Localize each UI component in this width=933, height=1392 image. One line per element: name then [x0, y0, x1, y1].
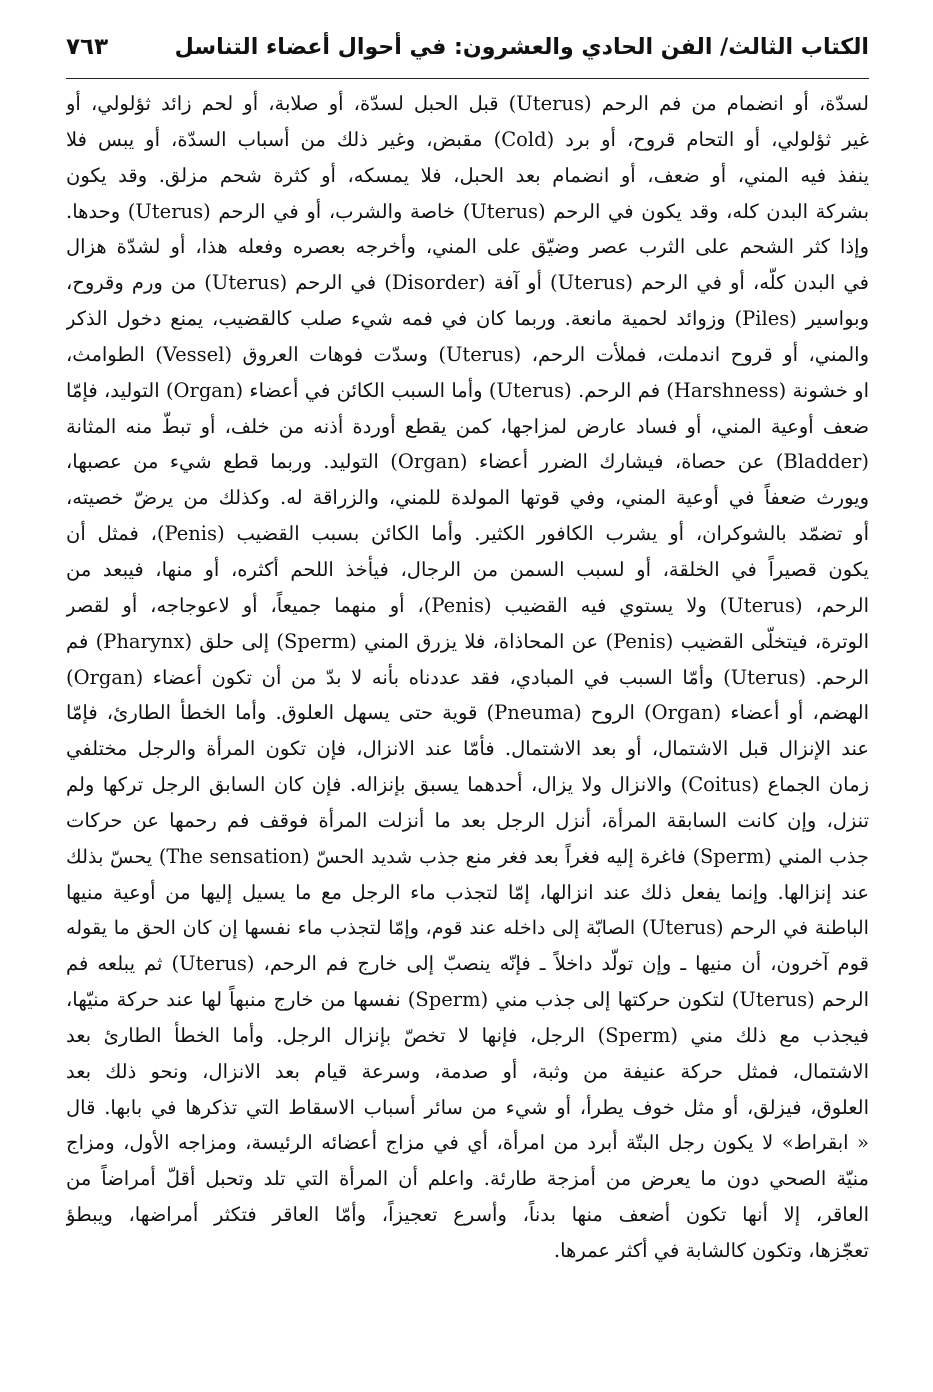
text-line: ينفذ فيه المني، أو ضعف، أو انضمام بعد الحبل، فلا يمسكه، أو كثرة شحم مزلق. وقد يكون [66, 163, 869, 187]
text-line: غير ثؤلولي، أو التحام قروح، أو برد (Cold) مقبض، وغير ذلك من أسباب السدّة، أو يبس فلا [66, 127, 869, 151]
text-line: الهضم، أو أعضاء (Organ) الروح (Pneuma) قوية حتى يسهل العلوق. وأما الخطأ الطارئ، فإمّا [66, 701, 869, 725]
page-header [66, 30, 869, 70]
text-line: عند إنزالها. وإنما يفعل ذلك عند انزالها، إمّا لتجذب ماء الرجل مع ما يسيل إليها من أوعية منيها [66, 880, 869, 904]
text-line: بشركة البدن كله، وقد يكون في الرحم (Uterus) خاصة والشرب، أو في الرحم (Uterus) وحدها. [66, 199, 869, 223]
text-line: او خشونة (Harshness) فم الرحم. (Uterus) وأما السبب الكائن في أعضاء (Organ) التوليد، فإمّا [66, 378, 869, 402]
text-line: الاشتمال، فمثل حركة عنيفة من وثبة، أو صدمة، وسرعة قيام بعد الانزال، ونحو ذلك بعد [66, 1059, 869, 1083]
text-line: الرحم. (Uterus) وأمّا السبب في المبادي، فقد عددناه بأنه لا بدّ من أن تكون أعضاء (Organ) [66, 665, 869, 689]
text-line: العاقر، إلا أنها تكون أضعف منها بدناً، وأسرع تعجيزاً، وأمّا العاقر فتكثر أمراضها، ويبطؤ [66, 1203, 869, 1227]
text-line: لسدّة، أو انضمام من فم الرحم (Uterus) قبل الحبل لسدّة، أو صلابة، أو لحم زائد ثؤلولي، أو [66, 92, 869, 115]
body-text [66, 86, 869, 1269]
text-line: أو تضمّد بالشوكران، أو يشرب الكافور الكثير. وأما الكائن بسبب القضيب (Penis)، فمثل أن [66, 522, 869, 546]
text-line: منيّة الصحي دون ما يعرض من أمزجة طارئة. واعلم أن المرأة التي تلد وتحبل أقلّ أمراضاً من [66, 1167, 869, 1191]
text-line: جذب المني (Sperm) فاغرة إليه فغراً بعد فغر منع جذب شديد الحسّ (The sensation) يحسّ بذلك [66, 844, 869, 868]
header-divider [66, 78, 869, 79]
text-line: يكون قصيراً في الخلقة، أو لسبب السمن من الرجال، فيأخذ اللحم أكثره، أو منها، فيبعد من [66, 557, 869, 581]
text-line: الرحم (Uterus) لتكون حركتها إلى جذب مني (Sperm) نفسها من خارج منبهاً لها عند حركة منيّها، [66, 988, 869, 1012]
text-line: زمان الجماع (Coitus) والانزال ولا يزال، أحدهما يسبق بإنزاله. فإن كان السابق الرجل تركها ولم [66, 773, 869, 797]
text-line: قوم آخرون، أن منيها ـ وإن تولّد داخلاً ـ فإنّه ينصبّ إلى خارج فم الرحم، (Uterus) ثم يبلعه فم [66, 952, 869, 976]
text-line: وإذا كثر الشحم على الثرب عصر وضيّق على المني، وأخرجه بعصره وفعله هذا، أو لشدّة هزال [66, 235, 869, 259]
text-line: والمني، أو قروح اندملت، فملأت الرحم، (Uterus) وسدّت فوهات العروق (Vessel) الطوامث، [66, 342, 869, 366]
text-line: ويورث ضعفاً في أوعية المني، وفي قوتها المولدة للمني، والزراقة له. وكذلك من يرضّ خصيته، [66, 486, 869, 510]
text-line-last: تعجّزها، وتكون كالشابة في أكثر عمرها. [553, 1239, 869, 1262]
page-number: ٧٦٣ [66, 34, 109, 60]
text-line: الوترة، فيتخلّى القضيب (Penis) عن المحاذاة، فلا يزرق المني (Sperm) إلى حلق (Pharynx) فم [66, 629, 869, 653]
text-line: عند الإنزال قبل الاشتمال، أو بعد الاشتمال. فأمّا عند الانزال، فإن تكون المرأة والرجل مختلفي [66, 737, 869, 761]
text-line: « ابقراط» لا يكون رجل البتّة أبرد من امرأة، أي في مزاج أعضائه الرئيسة، ومزاجه الأول، ومزاج [66, 1131, 869, 1155]
text-line: العلوق، فيزلق، أو مثل خوف يطرأ، أو شيء من سائر أسباب الاسقاط التي تذكرها في بابها. قال [66, 1095, 869, 1119]
text-line: ضعف أوعية المني، أو فساد عارض لمزاجها، كمن يقطع أوردة أذنه من خلف، أو تبطّ منه المثانة [66, 414, 869, 438]
text-line: (Bladder) عن حصاة، فيشارك الضرر أعضاء (Organ) التوليد. وربما قطع شيء من عصبها، [66, 450, 869, 474]
text-line: الرحم، (Uterus) ولا يستوي فيه القضيب (Penis)، أو منهما جميعاً، أو لاعوجاجه، أو لقصر [66, 593, 869, 617]
running-title: الكتاب الثالث/ الفن الحادي والعشرون: في أحوال أعضاء التناسل [174, 34, 869, 60]
text-line: وبواسير (Piles) وزوائد لحمية مانعة. وربما كان في فمه شيء صلب كالقضيب، يمنع دخول الذكر [66, 307, 869, 331]
text-line: تنزل، وإن كانت السابقة المرأة، أنزل الرجل بعد ما أنزلت المرأة فوقف فم رحمها عن حركات [66, 808, 869, 832]
text-line: الباطنة في الرحم (Uterus) الصابّة إلى داخله عند قوم، وإمّا لتجذب ماء نفسها إن كان الحق ما يقوله [66, 916, 869, 940]
text-line: في البدن كلّه، أو في الرحم (Uterus) أو آفة (Disorder) في الرحم (Uterus) من ورم وقروح، [66, 271, 869, 295]
text-line: فيجذب مع ذلك مني (Sperm) الرجل، فإنها لا تخصّ بإنزال الرجل. وأما الخطأ الطارئ بعد [66, 1023, 869, 1047]
